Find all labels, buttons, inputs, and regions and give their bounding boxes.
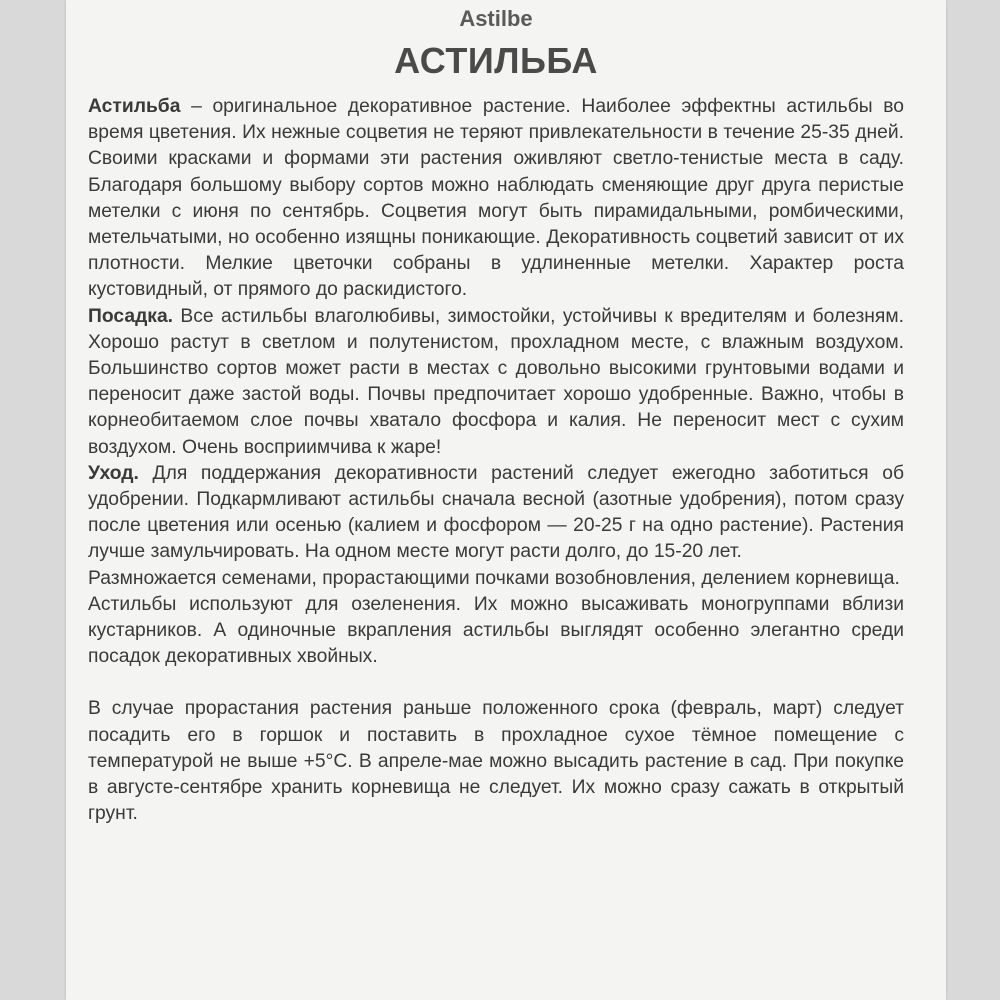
care-lead: Уход. — [88, 462, 139, 484]
care-paragraph — [88, 461, 904, 566]
usage-paragraph: Астильбы используют для озеленения. Их можно высаживать моногруппами вблизи кустарников. А одиночные вкрапления астильбы выглядят особенно элегантно среди посадок декоративных хвойных. — [88, 593, 904, 668]
care-text: Для поддержания декоративности растений следует ежегодно заботиться об удобрении. Подкармливают астильбы сначала весной (азотные удобрения), потом сразу после цветения или осенью (калием и фосфором — 20-25 г на одно растение). Растения лучше замульчировать. На одном месте могут расти долго, до 15-20 лет. — [88, 462, 904, 563]
propagation-paragraph: Размножается семенами, прорастающими почками возобновления, делением корневища. — [88, 567, 900, 589]
page-title: АСТИЛЬБА — [394, 40, 598, 81]
intro-text: – оригинальное декоративное растение. Наиболее эффектны астильбы во время цветения. Их нежные соцветия не теряют привлекательности в течение 25-35 дней. Своими красками и формами эти растения оживляют светло-тенистые места в саду. Благодаря большому выбору сортов можно наблюдать сменяющие друг друга перистые метелки с июня по сентябрь. Соцветия могут быть пирамидальными, ромбическими, метельчатыми, но особенно изящны поникающие. Декоративность соцветий зависит от их плотности. Мелкие цветочки собраны в удлиненные метелки. Характер роста кустовидный, от прямого до раскидистого. — [88, 96, 904, 301]
document-content — [88, 4, 904, 827]
intro-lead: Астильба — [88, 96, 181, 117]
planting-lead: Посадка. — [88, 305, 174, 327]
intro-paragraph — [88, 94, 904, 304]
planting-text: Все астильбы влаголюбивы, зимостойки, устойчивы к вредителям и болезням. Хорошо растут в светлом и полутенистом, прохладном месте, с влажным воздухом. Большинство сортов может расти в местах с довольно высокими грунтовыми водами и переносит даже застой воды. Почвы предпочитает хорошо удобренные. Важно, чтобы в корнеобитаемом слое почвы хватало фосфора и калия. Не переносит мест с сухим воздухом. Очень восприимчива к жаре! — [88, 305, 904, 458]
storage-note-paragraph: В случае прорастания растения раньше положенного срока (февраль, март) следует посадить его в горшок и поставить в прохладное сухое тёмное помещение с температурой не выше +5°С. В апреле-мае можно высадить растение в сад. При покупке в августе-сентябре хранить корневища не следует. Их можно сразу сажать в открытый грунт. — [88, 698, 904, 825]
latin-title: Astilbe — [459, 6, 533, 31]
paragraph-gap — [88, 670, 904, 696]
document-sheet — [66, 0, 946, 1000]
planting-paragraph — [88, 304, 904, 461]
